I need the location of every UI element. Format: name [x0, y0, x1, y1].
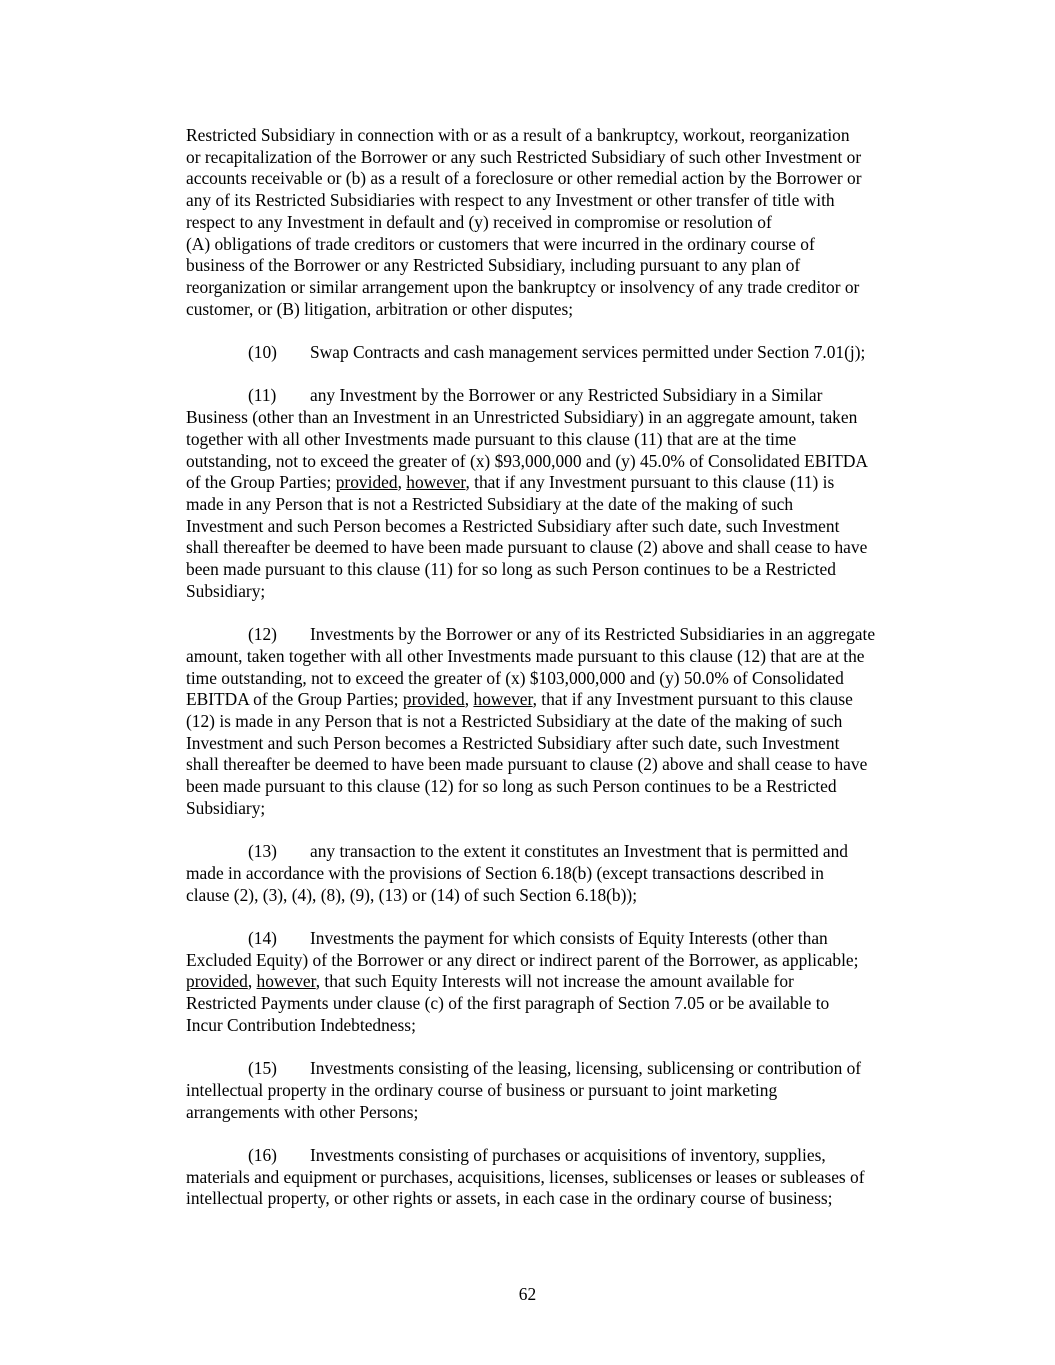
text-segment: respect to any Investment in default and (y) received in compromise or resolution of: [186, 211, 772, 232]
underlined-term: provided: [335, 472, 398, 493]
text-segment: Investments consisting of purchases or acquisitions of inventory, supplies,: [310, 1144, 826, 1165]
text-segment: any Investment by the Borrower or any Restricted Subsidiary in a Similar: [310, 385, 823, 406]
text-segment: Investments the payment for which consists of Equity Interests (other than: [310, 927, 828, 948]
text-line: [186, 993, 931, 1015]
text-line: [186, 407, 931, 429]
text-line: [186, 1015, 931, 1037]
text-line: [186, 863, 931, 885]
clause-number: (14): [248, 927, 277, 948]
text-line: [186, 451, 931, 473]
text-line: [186, 668, 931, 690]
text-segment: , that such Equity Interests will not increase the amount available for: [315, 971, 794, 992]
clause-paragraph-14: [186, 928, 931, 1037]
clause-number: (11): [248, 385, 277, 406]
text-segment: ,: [247, 971, 257, 992]
text-line: [186, 754, 931, 776]
text-segment: Investments by the Borrower or any of its Restricted Subsidiaries in an aggregate: [310, 624, 876, 645]
text-segment: , that if any Investment pursuant to this clause: [532, 689, 853, 710]
clause-paragraph-13: [186, 841, 931, 906]
text-segment: time outstanding, not to exceed the greater of (x) $103,000,000 and (y) 50.0% of Consolidated: [186, 667, 844, 688]
text-line: [186, 1102, 931, 1124]
text-segment: Swap Contracts and cash management services permitted under Section 7.01(j);: [310, 342, 866, 363]
text-line: [186, 234, 931, 256]
document-body: [186, 125, 931, 1232]
underlined-term: however: [473, 689, 533, 710]
text-line: [186, 472, 931, 494]
text-segment: business of the Borrower or any Restricted Subsidiary, including pursuant to any plan of: [186, 255, 801, 276]
text-line: [186, 168, 931, 190]
clause-paragraph-11: [186, 385, 931, 602]
text-line: [186, 255, 931, 277]
text-segment: (A) obligations of trade creditors or customers that were incurred in the ordinary course of: [186, 233, 815, 254]
text-segment: Investment and such Person becomes a Restricted Subsidiary after such date, such Investment: [186, 732, 840, 753]
text-line: [186, 624, 931, 646]
text-line: [186, 1188, 931, 1210]
text-segment: been made pursuant to this clause (12) for so long as such Person continues to be a Restricted: [186, 776, 837, 797]
text-line: [186, 885, 931, 907]
text-segment: amount, taken together with all other Investments made pursuant to this clause (12) that are at the: [186, 645, 865, 666]
text-line: [186, 646, 931, 668]
text-line: [186, 1167, 931, 1189]
text-segment: (12) is made in any Person that is not a Restricted Subsidiary at the date of the making of such: [186, 710, 843, 731]
text-line: [186, 950, 931, 972]
page-number: 62: [518, 1284, 537, 1304]
text-segment: arrangements with other Persons;: [186, 1101, 419, 1122]
text-segment: made in accordance with the provisions of Section 6.18(b) (except transactions described in: [186, 862, 824, 883]
text-segment: Restricted Payments under clause (c) of the first paragraph of Section 7.05 or be available to: [186, 993, 830, 1014]
text-segment: Incur Contribution Indebtedness;: [186, 1014, 416, 1035]
text-line: [186, 537, 931, 559]
text-line: [186, 299, 931, 321]
text-line: [186, 689, 931, 711]
text-segment: Excluded Equity) of the Borrower or any direct or indirect parent of the Borrower, as applicable;: [186, 949, 859, 970]
text-line: [186, 494, 931, 516]
text-segment: ,: [397, 472, 407, 493]
text-segment: or recapitalization of the Borrower or any such Restricted Subsidiary of such other Investment or: [186, 146, 862, 167]
text-segment: reorganization or similar arrangement upon the bankruptcy or insolvency of any trade creditor or: [186, 276, 860, 297]
text-line: [186, 841, 931, 863]
clause-paragraph-continuation: [186, 125, 931, 320]
text-line: [186, 559, 931, 581]
underlined-term: however: [406, 472, 466, 493]
text-segment: accounts receivable or (b) as a result of a foreclosure or other remedial action by the Borrower or: [186, 168, 862, 189]
text-segment: any transaction to the extent it constitutes an Investment that is permitted and: [310, 841, 849, 862]
text-segment: outstanding, not to exceed the greater of (x) $93,000,000 and (y) 45.0% of Consolidated EBITDA: [186, 450, 868, 471]
text-segment: shall thereafter be deemed to have been made pursuant to clause (2) above and shall cease to have: [186, 537, 868, 558]
text-segment: , that if any Investment pursuant to this clause (11) is: [465, 472, 835, 493]
text-line: [186, 581, 931, 603]
text-segment: Restricted Subsidiary in connection with or as a result of a bankruptcy, workout, reorganization: [186, 125, 850, 145]
clause-paragraph-15: [186, 1058, 931, 1123]
text-segment: customer, or (B) litigation, arbitration or other disputes;: [186, 298, 574, 319]
text-line: [186, 1145, 931, 1167]
underlined-term: provided: [186, 971, 248, 992]
clause-paragraph-10: [186, 342, 931, 364]
text-line: [186, 1058, 931, 1080]
clause-number: (12): [248, 624, 277, 645]
text-segment: EBITDA of the Group Parties;: [186, 689, 403, 710]
text-segment: Investment and such Person becomes a Restricted Subsidiary after such date, such Investment: [186, 515, 840, 536]
text-line: [186, 147, 931, 169]
text-line: [186, 711, 931, 733]
text-segment: clause (2), (3), (4), (8), (9), (13) or (14) of such Section 6.18(b));: [186, 884, 638, 905]
text-line: [186, 342, 931, 364]
clause-number: (10): [248, 342, 277, 363]
text-segment: any of its Restricted Subsidiaries with respect to any Investment or other transfer of title with: [186, 190, 835, 211]
text-segment: Business (other than an Investment in an Unrestricted Subsidiary) in an aggregate amount, taken: [186, 407, 858, 428]
text-segment: together with all other Investments made pursuant to this clause (11) that are at the time: [186, 428, 797, 449]
text-line: [186, 190, 931, 212]
text-line: [186, 1080, 931, 1102]
text-line: [186, 429, 931, 451]
text-line: [186, 776, 931, 798]
text-segment: ,: [464, 689, 474, 710]
text-segment: of the Group Parties;: [186, 472, 336, 493]
underlined-term: provided: [402, 689, 465, 710]
text-segment: Investments consisting of the leasing, licensing, sublicensing or contribution of: [310, 1058, 862, 1079]
text-segment: materials and equipment or purchases, acquisitions, licenses, sublicenses or leases or subleases of: [186, 1166, 865, 1187]
text-line: [186, 385, 931, 407]
clause-paragraph-12: [186, 624, 931, 819]
text-segment: shall thereafter be deemed to have been made pursuant to clause (2) above and shall cease to have: [186, 754, 868, 775]
text-segment: been made pursuant to this clause (11) for so long as such Person continues to be a Restricted: [186, 559, 836, 580]
text-line: [186, 277, 931, 299]
underlined-term: however: [256, 971, 316, 992]
text-line: [186, 733, 931, 755]
text-segment: made in any Person that is not a Restricted Subsidiary at the date of the making of such: [186, 493, 794, 514]
text-line: [186, 971, 931, 993]
clause-paragraph-16: [186, 1145, 931, 1210]
text-segment: Subsidiary;: [186, 797, 266, 818]
text-segment: intellectual property in the ordinary course of business or pursuant to joint marketing: [186, 1079, 778, 1100]
clause-number: (16): [248, 1144, 277, 1165]
text-line: [186, 212, 931, 234]
text-segment: Subsidiary;: [186, 580, 266, 601]
text-line: [186, 125, 931, 147]
clause-number: (15): [248, 1058, 277, 1079]
text-line: [186, 928, 931, 950]
text-segment: intellectual property, or other rights or assets, in each case in the ordinary course of business;: [186, 1188, 833, 1209]
clause-number: (13): [248, 841, 277, 862]
text-line: [186, 798, 931, 820]
text-line: [186, 516, 931, 538]
